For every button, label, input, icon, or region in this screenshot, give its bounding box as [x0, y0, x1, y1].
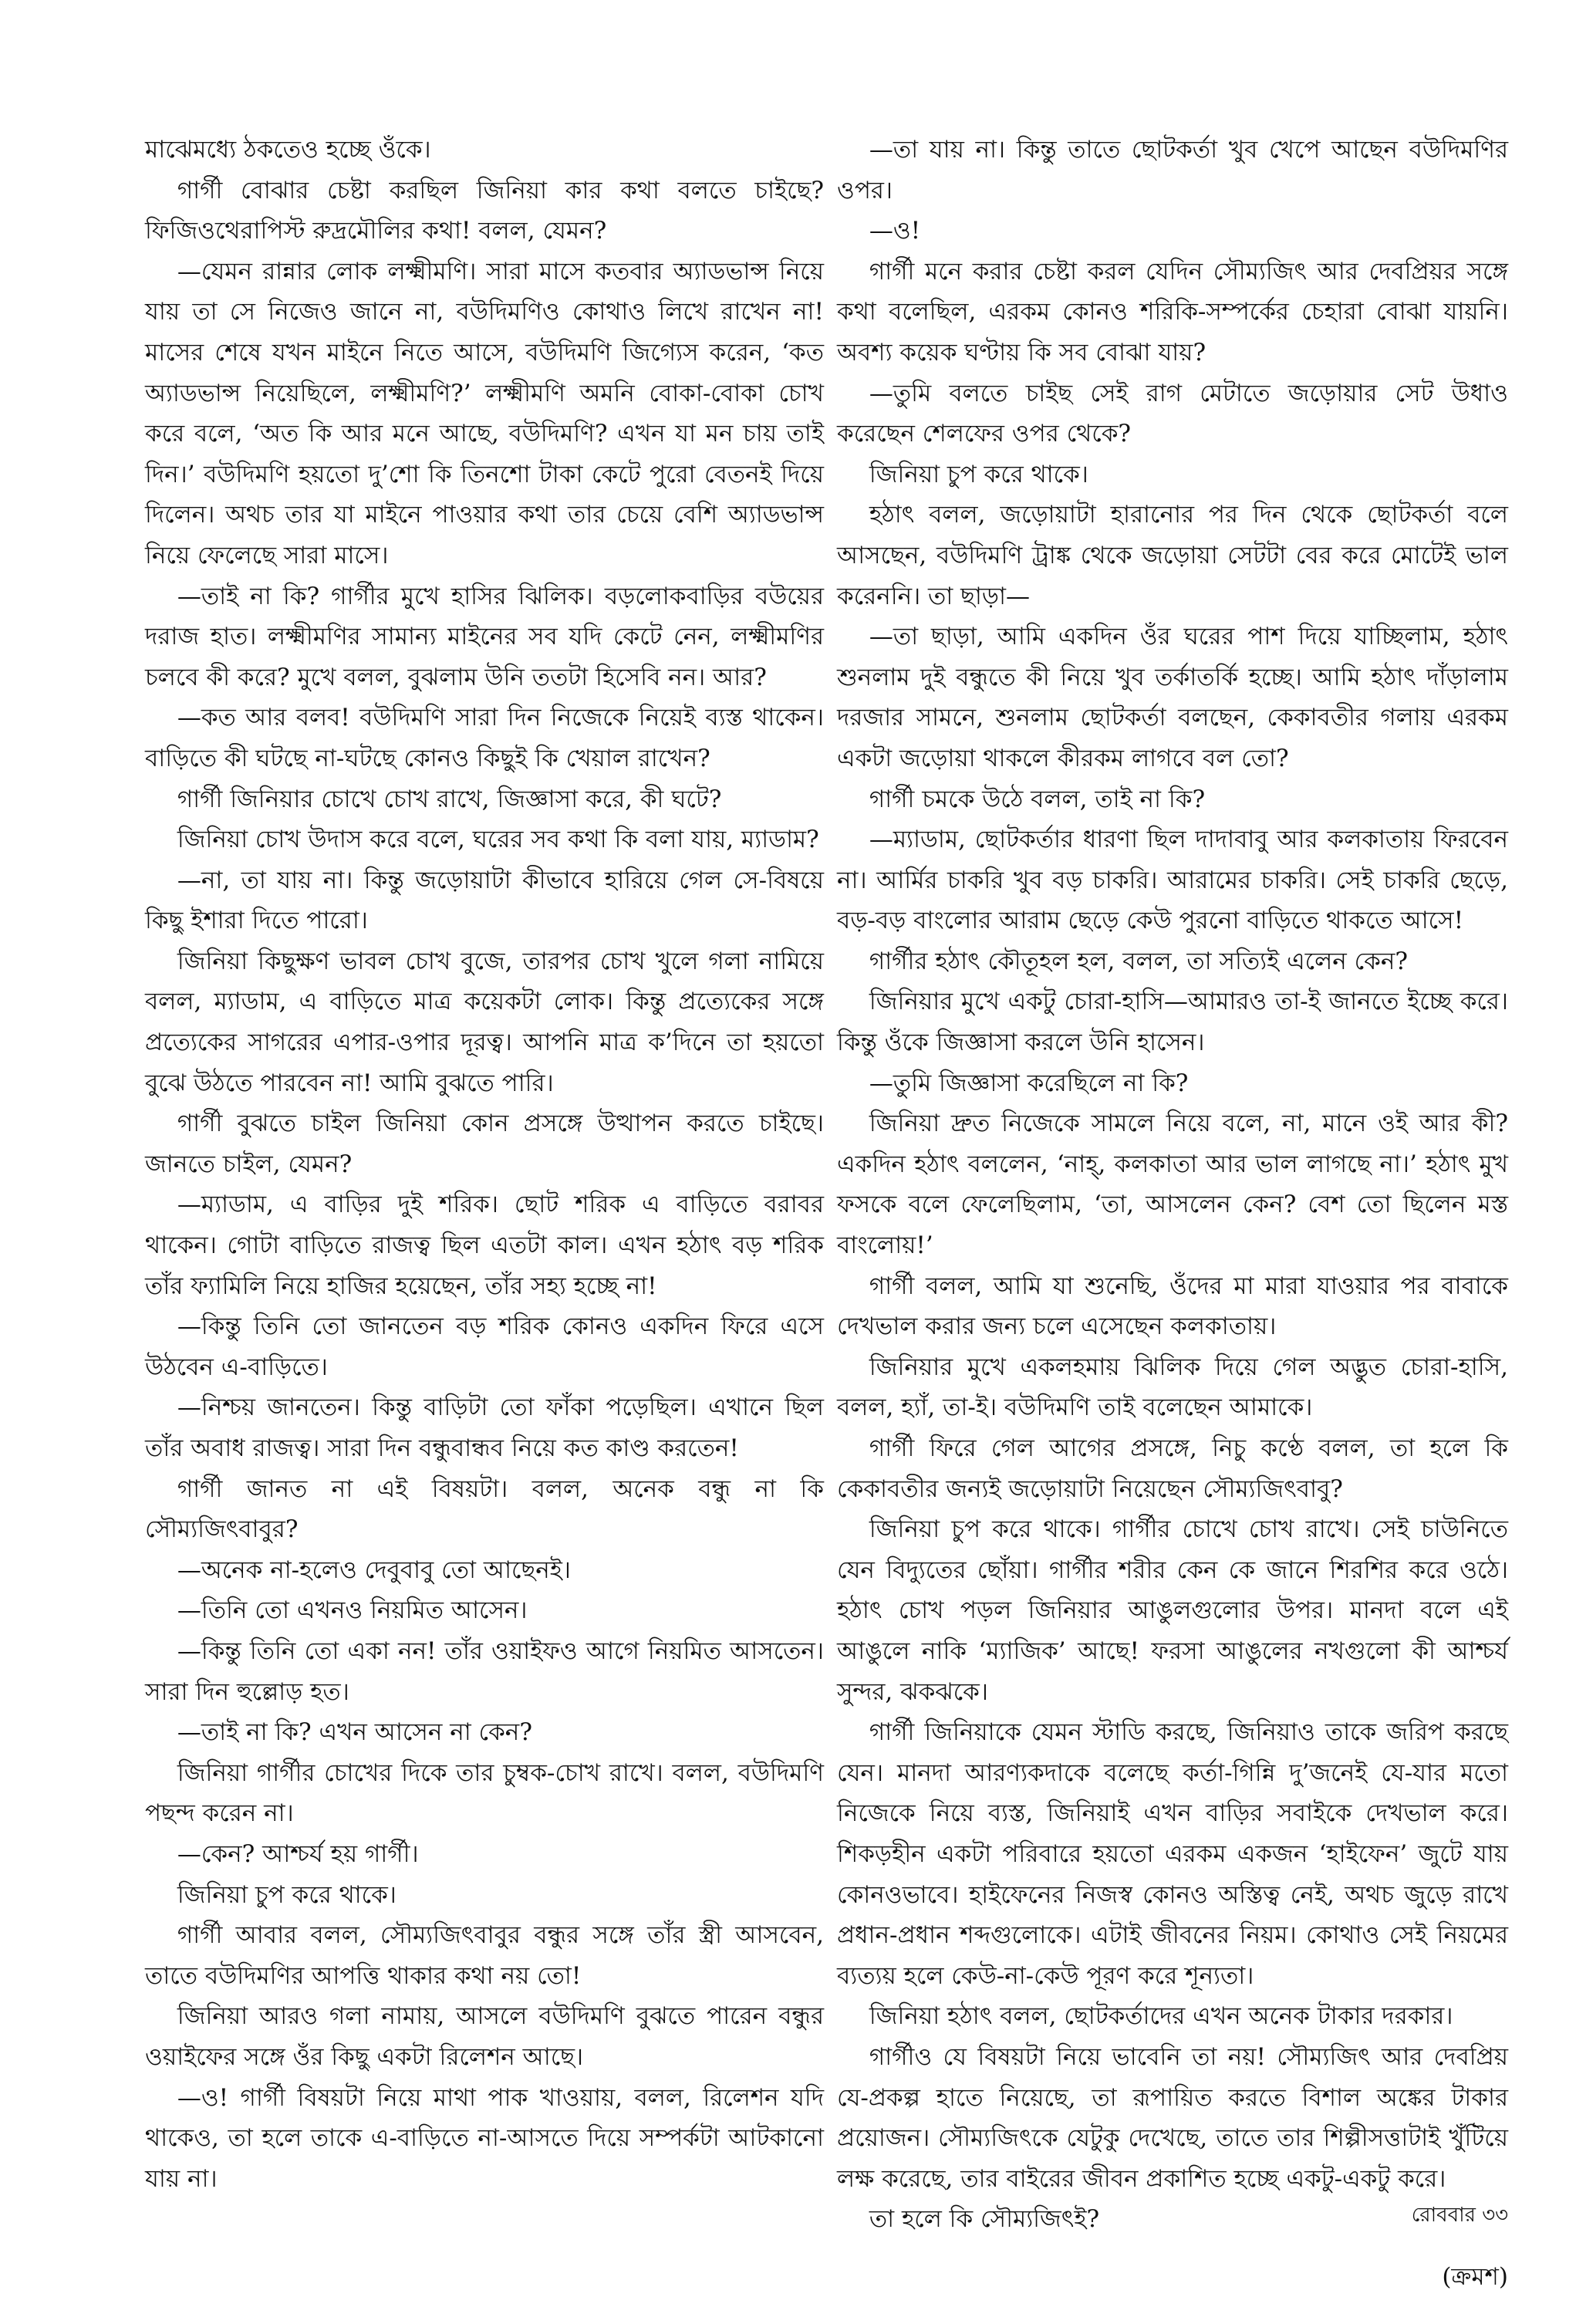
paragraph: জিনিয়া চুপ করে থাকে।: [869, 460, 1088, 488]
paragraph: —ও! গার্গী বিষয়টা নিয়ে মাথা পাক খাওয়ায়, বলল, রিলেশন যদি থাকেও, তা হলে তাকে এ-বাড়িতে না-আসতে দিয়ে সম্পর্কটা আটকানো যায় না।: [145, 2083, 824, 2193]
paragraph: —তাই না কি? এখন আসেন না কেন?: [177, 1718, 532, 1747]
right-column: [837, 130, 1508, 2297]
paragraph: জিনিয়া চোখ উদাস করে বলে, ঘরের সব কথা কি বলা যায়, ম্যাডাম?: [177, 826, 819, 854]
paragraph: —কত আর বলব! বউদিমণি সারা দিন নিজেকে নিয়েই ব্যস্ত থাকেন। বাড়িতে কী ঘটছে না-ঘটছে কোনও কিছুই কি খেয়াল রাখেন?: [145, 704, 824, 772]
paragraph: —কিন্তু তিনি তো একা নন! তাঁর ওয়াইফও আগে নিয়মিত আসতেন। সারা দিন হুল্লোড় হত।: [145, 1637, 824, 1706]
paragraph: তা হলে কি সৌম্যজিৎই?: [869, 2205, 1100, 2234]
magazine-name: রোববার: [1411, 2204, 1476, 2227]
paragraph: —ও!: [869, 217, 921, 245]
paragraph: গার্গী ফিরে গেল আগের প্রসঙ্গে, নিচু কণ্ঠে বলল, তা হলে কি কেকাবতীর জন্যই জড়োয়াটা নিয়েছেন সৌম্যজিৎবাবু?: [837, 1434, 1508, 1503]
paragraph: গার্গী আবার বলল, সৌম্যজিৎবাবুর বন্ধুর সঙ্গে তাঁর স্ত্রী আসবেন, তাতে বউদিমণির আপত্তি থাকার কথা নয় তো!: [145, 1921, 824, 1990]
paragraph: —তা যায় না। কিন্তু তাতে ছোটকর্তা খুব খেপে আছেন বউদিমণির ওপর।: [837, 136, 1508, 204]
paragraph: —অনেক না-হলেও দেবুবাবু তো আছেনই।: [177, 1556, 571, 1584]
paragraph: —ম্যাডাম, ছোটকর্তার ধারণা ছিল দাদাবাবু আর কলকাতায় ফিরবেন না। আর্মির চাকরি খুব বড় চাকরি। আরামের চাকরি। সেই চাকরি ছেড়ে, বড়-বড় বাংলোর আরাম ছেড়ে কেউ পুরনো বাড়িতে থাকতে আসে!: [837, 826, 1508, 935]
left-column: [145, 130, 824, 2199]
paragraph: গার্গী জিনিয়ার চোখে চোখ রাখে, জিজ্ঞাসা করে, কী ঘটে?: [177, 785, 722, 813]
paragraph: জিনিয়া চুপ করে থাকে। গার্গীর চোখে চোখ রাখে। সেই চাউনিতে যেন বিদ্যুতের ছোঁয়া। গার্গীর শরীর কেন কে জানে শিরশির করে ওঠে। হঠাৎ চোখ পড়ল জিনিয়ার আঙুলগুলোর উপর। মানদা বলে এই আঙুলে নাকি ‘ম্যাজিক’ আছে! ফরসা আঙুলের নখগুলো কী আশ্চর্য সুন্দর, ঝকঝকে।: [837, 1515, 1508, 1706]
paragraph: গার্গী জিনিয়াকে যেমন স্টাডি করছে, জিনিয়াও তাকে জরিপ করছে যেন। মানদা আরণ্যকদাকে বলেছে কর্তা-গিন্নি দু’জনেই যে-যার মতো নিজেকে নিয়ে ব্যস্ত, জিনিয়াই এখন বাড়ির সবাইকে দেখভাল করে। শিকড়হীন একটা পরিবারে হয়তো এরকম একজন ‘হাইফেন’ জুটে যায় কোনওভাবে। হাইফেনের নিজস্ব কোনও অস্তিত্ব নেই, অথচ জুড়ে রাখে প্রধান-প্রধান শব্দগুলোকে। এটাই জীবনের নিয়ম। কোথাও সেই নিয়মের ব্যত্যয় হলে কেউ-না-কেউ পূরণ করে শূন্যতা।: [837, 1718, 1508, 1990]
paragraph: জিনিয়া কিছুক্ষণ ভাবল চোখ বুজে, তারপর চোখ খুলে গলা নামিয়ে বলল, ম্যাডাম, এ বাড়িতে মাত্র কয়েকটা লোক। কিন্তু প্রত্যেকের সঙ্গে প্রত্যেকের সাগরের এপার-ওপার দূরত্ব। আপনি মাত্র ক’দিনে তা হয়তো বুঝে উঠতে পারবেন না! আমি বুঝতে পারি।: [145, 947, 824, 1097]
page-footer: [1412, 2199, 1508, 2233]
paragraph: গার্গীর হঠাৎ কৌতূহল হল, বলল, তা সত্যিই এলেন কেন?: [869, 947, 1408, 975]
paragraph: —ম্যাডাম, এ বাড়ির দুই শরিক। ছোট শরিক এ বাড়িতে বরাবর থাকেন। গোটা বাড়িতে রাজত্ব ছিল এতটা কাল। এখন হঠাৎ বড় শরিক তাঁর ফ্যামিলি নিয়ে হাজির হয়েছেন, তাঁর সহ্য হচ্ছে না!: [145, 1191, 824, 1300]
paragraph: গার্গী মনে করার চেষ্টা করল যেদিন সৌম্যজিৎ আর দেবপ্রিয়র সঙ্গে কথা বলেছিল, এরকম কোনও শরিকি-সম্পর্কের চেহারা বোঝা যায়নি। অবশ্য কয়েক ঘণ্টায় কি সব বোঝা যায়?: [837, 257, 1508, 367]
paragraph: জিনিয়ার মুখে একটু চোরা-হাসি—আমারও তা-ই জানতে ইচ্ছে করে। কিন্তু ওঁকে জিজ্ঞাসা করলে উনি হাসেন।: [837, 988, 1508, 1057]
paragraph: জিনিয়া আরও গলা নামায়, আসলে বউদিমণি বুঝতে পারেন বন্ধুর ওয়াইফের সঙ্গে ওঁর কিছু একটা রিলেশন আছে।: [145, 2002, 824, 2071]
paragraph: —না, তা যায় না। কিন্তু জড়োয়াটা কীভাবে হারিয়ে গেল সে-বিষয়ে কিছু ইশারা দিতে পারো।: [145, 866, 824, 935]
paragraph: হঠাৎ বলল, জড়োয়াটা হারানোর পর দিন থেকে ছোটকর্তা বলে আসছেন, বউদিমণি ট্রাঙ্ক থেকে জড়োয়া সেটটা বের করে মোটেই ভাল করেননি। তা ছাড়া—: [837, 501, 1508, 610]
paragraph: জিনিয়া গার্গীর চোখের দিকে তার চুম্বক-চোখ রাখে। বলল, বউদিমণি পছন্দ করেন না।: [145, 1758, 824, 1828]
paragraph: —তুমি জিজ্ঞাসা করেছিলে না কি?: [869, 1069, 1189, 1097]
paragraph: গার্গী বোঝার চেষ্টা করছিল জিনিয়া কার কথা বলতে চাইছে? ফিজিওথেরাপিস্ট রুদ্রমৌলির কথা! বলল, যেমন?: [145, 176, 824, 245]
paragraph: গার্গী বলল, আমি যা শুনেছি, ওঁদের মা মারা যাওয়ার পর বাবাকে দেখভাল করার জন্য চলে এসেছেন কলকাতায়।: [837, 1272, 1508, 1341]
paragraph: —তাই না কি? গার্গীর মুখে হাসির ঝিলিক। বড়লোকবাড়ির বউয়ের দরাজ হাত। লক্ষ্মীমণির সামান্য মাইনের সব যদি কেটে নেন, লক্ষ্মীমণির চলবে কী করে? মুখে বলল, বুঝলাম উনি ততটা হিসেবি নন। আর?: [145, 582, 824, 691]
paragraph: গার্গীও যে বিষয়টা নিয়ে ভাবেনি তা নয়! সৌম্যজিৎ আর দেবপ্রিয় যে-প্রকল্প হাতে নিয়েছে, তা রূপায়িত করতে বিশাল অঙ্কের টাকার প্রয়োজন। সৌম্যজিৎকে যেটুকু দেখেছে, তাতে তার শিল্পীসত্তাটাই খুঁটিয়ে লক্ষ করেছে, তার বাইরের জীবন প্রকাশিত হচ্ছে একটু-একটু করে।: [837, 2042, 1508, 2193]
paragraph: গার্গী চমকে উঠে বলল, তাই না কি?: [869, 785, 1206, 813]
paragraph: —যেমন রান্নার লোক লক্ষ্মীমণি। সারা মাসে কতবার অ্যাডভান্স নিয়ে যায় তা সে নিজেও জানে না, বউদিমণিও কোথাও লিখে রাখেন না! মাসের শেষে যখন মাইনে নিতে আসে, বউদিমণি জিগ্যেস করেন, ‘কত অ্যাডভান্স নিয়েছিলে, লক্ষ্মীমণি?’ লক্ষ্মীমণি অমনি বোকা-বোকা চোখ করে বলে, ‘অত কি আর মনে আছে, বউদিমণি? এখন যা মন চায় তাই দিন।’ বউদিমণি হয়তো দু’শো কি তিনশো টাকা কেটে পুরো বেতনই দিয়ে দিলেন। অথচ তার যা মাইনে পাওয়ার কথা তার চেয়ে বেশি অ্যাডভান্স নিয়ে ফেলেছে সারা মাসে।: [145, 257, 824, 569]
paragraph: —তিনি তো এখনও নিয়মিত আসেন।: [177, 1596, 528, 1625]
page-number: ৩৩: [1482, 2204, 1508, 2227]
paragraph: গার্গী বুঝতে চাইল জিনিয়া কোন প্রসঙ্গে উত্থাপন করতে চাইছে। জানতে চাইল, যেমন?: [145, 1110, 824, 1178]
paragraph: —তা ছাড়া, আমি একদিন ওঁর ঘরের পাশ দিয়ে যাচ্ছিলাম, হঠাৎ শুনলাম দুই বন্ধুতে কী নিয়ে খুব তর্কাতর্কি হচ্ছে। আমি হঠাৎ দাঁড়ালাম দরজার সামনে, শুনলাম ছোটকর্তা বলছেন, কেকাবতীর গলায় এরকম একটা জড়োয়া থাকলে কীরকম লাগবে বল তো?: [837, 623, 1508, 772]
paragraph: জিনিয়া হঠাৎ বলল, ছোটকর্তাদের এখন অনেক টাকার দরকার।: [869, 2002, 1453, 2031]
paragraph: মাঝেমধ্যে ঠকতেও হচ্ছে ওঁকে।: [145, 136, 431, 164]
paragraph: —নিশ্চয় জানতেন। কিন্তু বাড়িটা তো ফাঁকা পড়েছিল। এখানে ছিল তাঁর অবাধ রাজত্ব। সারা দিন বন্ধুবান্ধব নিয়ে কত কাণ্ড করতেন!: [145, 1393, 824, 1462]
paragraph: —কিন্তু তিনি তো জানতেন বড় শরিক কোনও একদিন ফিরে এসে উঠবেন এ-বাড়িতে।: [145, 1312, 824, 1381]
continued-label: (ক্রমশ): [1442, 2262, 1508, 2291]
paragraph: —তুমি বলতে চাইছ সেই রাগ মেটাতে জড়োয়ার সেট উধাও করেছেন শেলফের ওপর থেকে?: [837, 379, 1508, 448]
paragraph: জিনিয়া চুপ করে থাকে।: [177, 1880, 397, 1909]
paragraph: জিনিয়া দ্রুত নিজেকে সামলে নিয়ে বলে, না, মানে ওই আর কী? একদিন হঠাৎ বললেন, ‘নাহ্, কলকাতা আর ভাল লাগছে না।’ হঠাৎ মুখ ফসকে বলে ফেলেছিলাম, ‘তা, আসলেন কেন? বেশ তো ছিলেন মস্ত বাংলোয়!’: [837, 1110, 1508, 1260]
paragraph: —কেন? আশ্চর্য হয় গার্গী।: [177, 1839, 419, 1868]
paragraph: জিনিয়ার মুখে একলহমায় ঝিলিক দিয়ে গেল অদ্ভুত চোরা-হাসি, বলল, হ্যাঁ, তা-ই। বউদিমণি তাই বলেছেন আমাকে।: [837, 1353, 1508, 1422]
paragraph: গার্গী জানত না এই বিষয়টা। বলল, অনেক বন্ধু না কি সৌম্যজিৎবাবুর?: [145, 1474, 824, 1544]
